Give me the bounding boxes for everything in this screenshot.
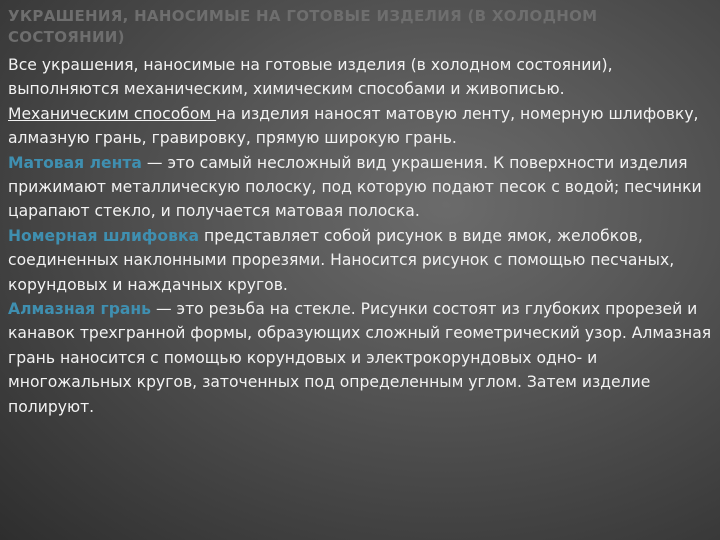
mechanical-method-text: на изделия наносят матовую ленту, номерную шлифовку, алмазную грань, гравировку, прямую широкую грань. — [8, 104, 699, 148]
matte-tape-term: Матовая лента — [8, 153, 142, 172]
slide-title: УКРАШЕНИЯ, НАНОСИМЫЕ НА ГОТОВЫЕ ИЗДЕЛИЯ (В ХОЛОДНОМ СОСТОЯНИИ) — [8, 7, 598, 46]
matte-tape-paragraph — [8, 151, 714, 224]
diamond-edge-text: — это резьба на стекле. Рисунки состоят из глубоких прорезей и канавок трехгранной формы, образующих сложный геометрический узор. Алмазная грань наносится с помощью корундовых и электрокорундовых одно- и многожальных кругов, заточенных под определенным углом. Затем изделие полируют. — [8, 300, 712, 416]
intro-paragraph: Все украшения, наносимые на готовые изделия (в холодном состоянии), выполняются механическим, химическим способами и живописью. — [8, 56, 613, 99]
matte-tape-text: — это самый несложный вид украшения. К поверхности изделия прижимают металлическую полоску, под которую подают песок с водой; песчинки царапают стекло, и получается матовая полоска. — [8, 153, 702, 221]
numbered-grinding-text: представляет собой рисунок в виде ямок, желобков, соединенных наклонными прорезями. Наносится рисунок с помощью песчаных, корундовых и наждачных кругов. — [8, 226, 675, 294]
numbered-grinding-term: Номерная шлифовка — [8, 226, 200, 245]
mechanical-method-label: Механическим способом — [8, 104, 217, 123]
numbered-grinding-paragraph — [8, 224, 714, 297]
slide-body — [8, 53, 714, 419]
mechanical-paragraph — [8, 102, 714, 151]
diamond-edge-term: Алмазная грань — [8, 300, 152, 319]
diamond-edge-paragraph — [8, 297, 714, 419]
